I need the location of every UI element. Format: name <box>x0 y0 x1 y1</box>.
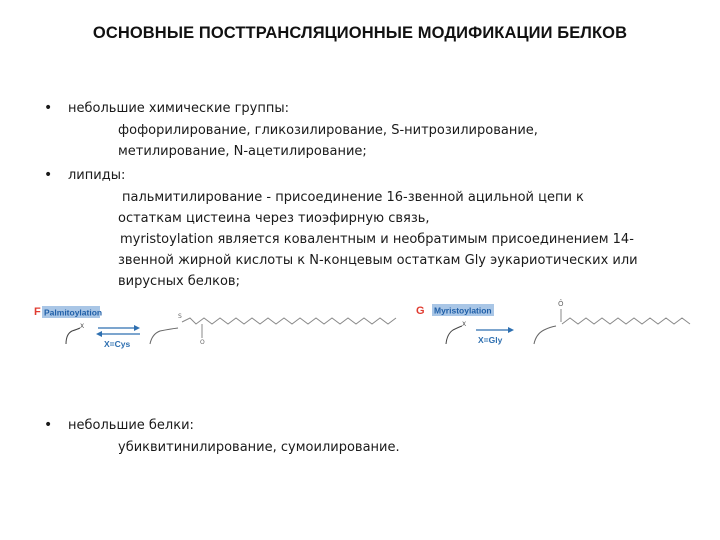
page-title: ОСНОВНЫЕ ПОСТТРАНСЛЯЦИОННЫЕ МОДИФИКАЦИИ БЕЛКОВ <box>92 24 628 42</box>
bullet-dot: • <box>44 167 53 183</box>
x-cys-label: X=Cys <box>104 339 131 349</box>
section-line: вирусных белков; <box>118 274 240 289</box>
residue-curve-f <box>66 328 80 344</box>
residue-curve-f2 <box>150 328 178 344</box>
residue-curve-g <box>446 326 462 344</box>
section-heading: небольшие химические группы: <box>68 101 289 116</box>
modification-figure <box>0 294 720 364</box>
palmitoylation-label: Palmitoylation <box>44 307 103 318</box>
section-line: убиквитинилирование, сумоилирование. <box>118 440 400 455</box>
forward-arrowhead-g <box>508 327 514 333</box>
panel-letter-g: G <box>416 305 425 317</box>
section-line: звенной жирной кислоты к N-концевым остаткам Gly эукариотических или <box>118 253 638 268</box>
section-line: остаткам цистеина через тиоэфирную связь, <box>118 211 430 226</box>
panel-letter-f: F <box>34 306 41 318</box>
panel-myristoylation <box>416 299 690 345</box>
reverse-arrowhead-f <box>96 331 102 337</box>
panel-palmitoylation <box>34 306 396 349</box>
section-line: фофорилирование, гликозилирование, S-нитрозилирование, <box>118 123 538 138</box>
palmitoyl-chain <box>182 318 396 324</box>
atom-o: O <box>200 339 205 346</box>
section-line: пальмитилирование - присоединение 16-звенной ацильной цепи к <box>122 190 584 205</box>
section-heading: липиды: <box>68 168 126 183</box>
atom-top-g: Ô <box>558 300 564 308</box>
section-line: myristoylation является ковалентным и необратимым присоединением 14- <box>120 232 634 247</box>
residue-curve-g2 <box>534 326 556 344</box>
myristoylation-label: Myristoylation <box>434 305 492 316</box>
bullet-dot: • <box>44 100 53 116</box>
section-heading: небольшие белки: <box>68 418 194 433</box>
atom-x-f: X <box>80 323 85 330</box>
section-line: метилирование, N-ацетилирование; <box>118 144 367 159</box>
bullet-dot: • <box>44 417 53 433</box>
myristoyl-chain <box>562 318 690 324</box>
atom-s: S <box>178 313 182 320</box>
atom-x-g: X <box>462 321 467 328</box>
forward-arrowhead-f <box>134 325 140 331</box>
x-gly-label: X=Gly <box>478 335 503 345</box>
